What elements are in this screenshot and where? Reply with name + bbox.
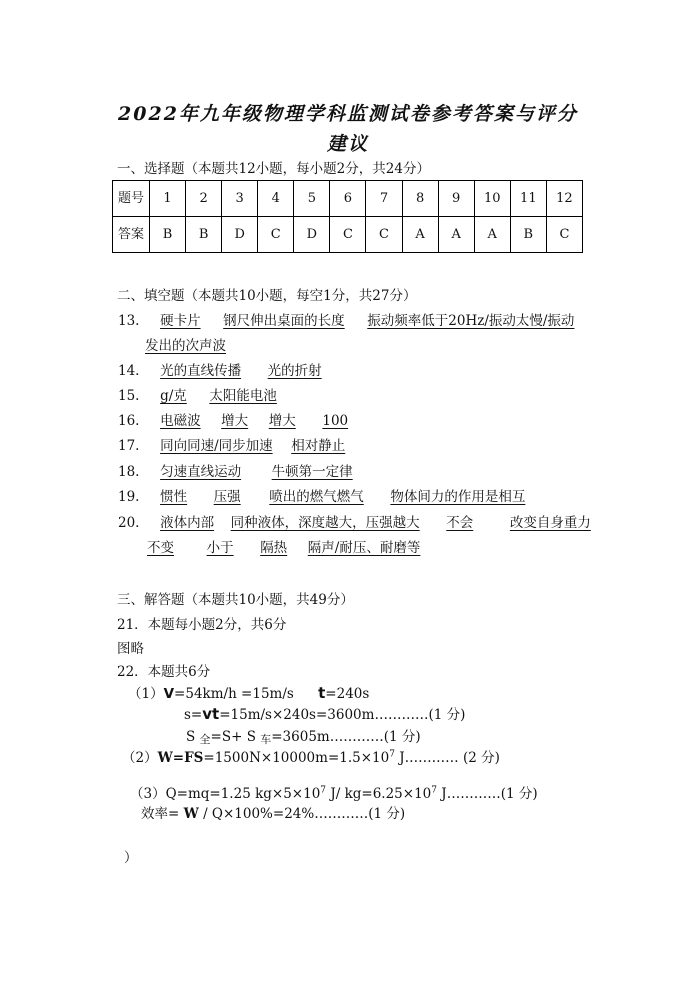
- q13-line: [118, 312, 574, 330]
- question-number: 6: [330, 181, 366, 217]
- part-label: （1）: [128, 686, 164, 702]
- answer-cell: D: [294, 217, 330, 253]
- q19-answer-3: 喷出的燃气燃气: [269, 489, 364, 505]
- q14-number: 14.: [118, 363, 140, 379]
- question-number: 10: [474, 181, 510, 217]
- q17-answer-1: 同向同速/同步加速: [160, 438, 273, 454]
- answer-cell: D: [222, 217, 258, 253]
- q19-answer-1: 惯性: [160, 489, 188, 505]
- answer-cell: B: [510, 217, 546, 253]
- answer-cell: C: [258, 217, 294, 253]
- exponent: 7: [320, 785, 327, 796]
- work-calc: =1500N×10000m=1.5×10: [203, 750, 390, 766]
- q13-number: 13.: [118, 313, 140, 329]
- q20-number: 20.: [118, 515, 140, 531]
- total-subscript: 全: [199, 733, 211, 746]
- q16-line: [118, 412, 348, 430]
- heat-calc-mid: J/ kg=6.25×10: [326, 786, 432, 802]
- q16-number: 16.: [118, 413, 140, 429]
- answer-cell: C: [330, 217, 366, 253]
- question-number: 12: [546, 181, 582, 217]
- q22-part2-line: [122, 749, 500, 767]
- answer-cell: A: [438, 217, 474, 253]
- q22-title: 22．本题共6分: [117, 664, 211, 680]
- answer-cell: B: [150, 217, 186, 253]
- question-number: 11: [510, 181, 546, 217]
- q20-answer-8: 隔声/耐压、耐磨等: [307, 540, 421, 556]
- question-number: 3: [222, 181, 258, 217]
- section2-heading: 二、填空题（本题共10小题，每空1分，共27分）: [117, 288, 417, 304]
- q15-line: [118, 387, 277, 405]
- velocity-symbol: V: [163, 686, 175, 702]
- vt-expression: vt: [202, 705, 220, 723]
- distance-calc: =15m/s×240s=3600m…………(1 分): [219, 707, 466, 723]
- q13-answer-3: 振动频率低于20Hz/振动太慢/振动: [367, 313, 575, 329]
- answer-cell: C: [546, 217, 582, 253]
- page-title: 2022年九年级物理学科监测试卷参考答案与评分: [118, 103, 578, 125]
- q19-number: 19.: [118, 489, 140, 505]
- section1-heading: 一、选择题（本题共12小题，每小题2分，共24分）: [117, 161, 430, 177]
- q13-answer-1: 硬卡片: [160, 313, 201, 329]
- question-number: 4: [258, 181, 294, 217]
- exponent: 7: [389, 749, 395, 760]
- total-distance-value: =3605m…………(1 分): [271, 729, 421, 745]
- work-symbol: W: [183, 806, 199, 822]
- answer-cell: A: [402, 217, 438, 253]
- q17-line: [118, 437, 345, 455]
- q13-line-continued: [145, 337, 226, 355]
- q20-answer-4: 改变自身重力: [509, 515, 591, 531]
- q22-part3-line2: [141, 805, 405, 823]
- q20-answer-1: 液体内部: [160, 515, 215, 531]
- q21-title: 21．本题每小题2分，共6分: [117, 617, 287, 633]
- q15-answer-2: 太阳能电池: [209, 388, 277, 404]
- exponent: 7: [431, 785, 437, 796]
- section3-heading: 三、解答题（本题共10小题，共49分）: [117, 592, 354, 608]
- efficiency-label: 效率=: [141, 806, 184, 822]
- heat-score: J…………(1 分): [437, 786, 538, 802]
- time-symbol: t: [318, 684, 326, 702]
- q18-answer-2: 牛顿第一定律: [271, 464, 353, 480]
- q18-number: 18.: [118, 464, 140, 480]
- work-formula: W=FS: [157, 750, 204, 766]
- q20-answer-6: 小于: [206, 540, 234, 556]
- row-header-number: 题号: [113, 181, 150, 217]
- q16-answer-1: 电磁波: [160, 413, 201, 429]
- q20-answer-7: 隔热: [260, 540, 288, 556]
- answer-table: [112, 180, 583, 253]
- q15-answer-1: g/克: [160, 388, 187, 404]
- row-header-answer: 答案: [113, 217, 150, 253]
- question-number: 9: [438, 181, 474, 217]
- q22-part1-line2: [184, 705, 465, 724]
- q13-answer-3-continued: 发出的次声波: [145, 338, 226, 354]
- answer-cell: B: [186, 217, 222, 253]
- table-row-answers: [113, 217, 583, 253]
- part-label: （2）: [122, 750, 158, 766]
- velocity-value: =54km/h =15m/s: [174, 686, 294, 702]
- q16-answer-4: 100: [322, 413, 349, 429]
- efficiency-calc: / Q×100%=24%…………(1 分): [198, 806, 406, 822]
- distance-label: s=: [184, 707, 203, 723]
- q20-answer-5: 不变: [147, 540, 174, 556]
- time-value: =240s: [325, 686, 370, 702]
- q14-answer-1: 光的直线传播: [160, 363, 242, 379]
- q22-part1-line1: [128, 684, 369, 703]
- question-number: 1: [150, 181, 186, 217]
- page-title-continued: 建议: [326, 133, 369, 155]
- q20-line: [118, 514, 591, 532]
- q20-answer-2: 同种液体，深度越大，压强越大: [230, 515, 420, 531]
- q21-body: 图略: [117, 641, 144, 657]
- q17-number: 17.: [118, 438, 140, 454]
- answer-cell: A: [474, 217, 510, 253]
- q20-answer-3: 不会: [446, 515, 474, 531]
- q14-answer-2: 光的折射: [267, 363, 322, 379]
- q14-line: [118, 362, 322, 380]
- total-distance-symbol: S: [186, 729, 200, 745]
- work-score: J………… (2 分): [394, 750, 500, 766]
- table-row-numbers: [113, 181, 583, 217]
- q16-answer-2: 增大: [221, 413, 249, 429]
- car-subscript: 车: [260, 733, 272, 746]
- q19-answer-4: 物体间力的作用是相互: [390, 489, 526, 505]
- total-distance-expr: =S+ S: [210, 729, 261, 745]
- closing-parenthesis: ）: [124, 850, 138, 866]
- q18-line: [118, 463, 353, 481]
- q22-part1-line3: [186, 728, 421, 747]
- q19-line: [118, 488, 525, 506]
- question-number: 7: [366, 181, 402, 217]
- q20-line-continued: [147, 539, 420, 557]
- answer-cell: C: [366, 217, 402, 253]
- question-number: 8: [402, 181, 438, 217]
- q16-answer-3: 增大: [268, 413, 296, 429]
- q13-answer-2: 钢尺伸出桌面的长度: [223, 313, 345, 329]
- heat-calc: （3）Q=mq=1.25 kg×5×10: [130, 786, 321, 802]
- q19-answer-2: 压强: [213, 489, 241, 505]
- q18-answer-1: 匀速直线运动: [160, 464, 242, 480]
- question-number: 2: [186, 181, 222, 217]
- q15-number: 15.: [118, 388, 140, 404]
- q22-part3-line1: [130, 785, 538, 803]
- q17-answer-2: 相对静止: [291, 438, 346, 454]
- question-number: 5: [294, 181, 330, 217]
